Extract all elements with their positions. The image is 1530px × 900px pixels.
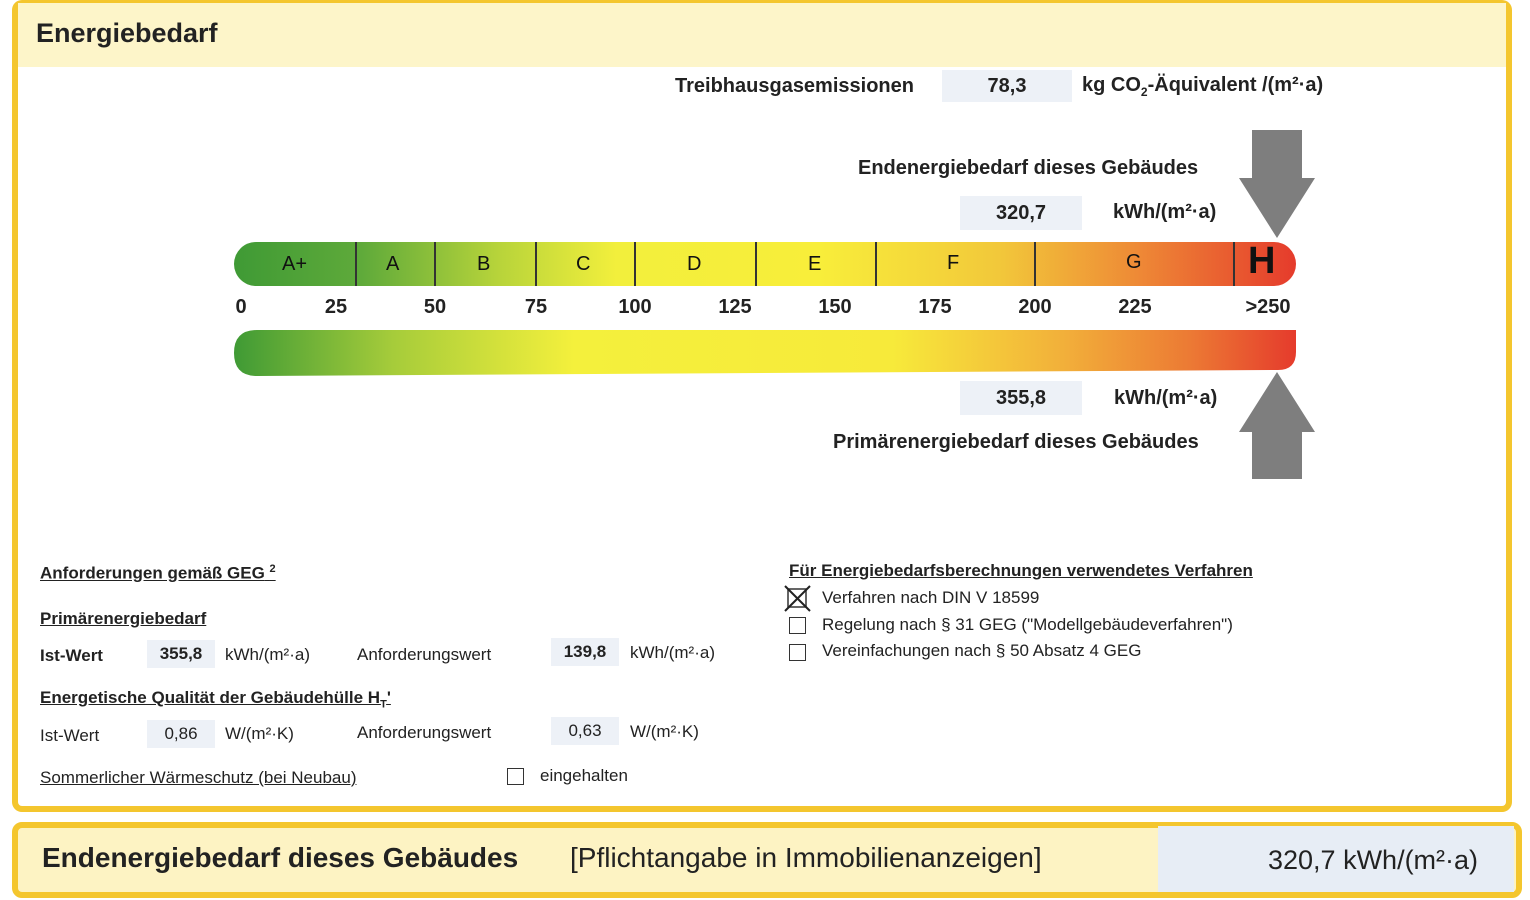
primary-energy-value: 355,8 — [960, 381, 1082, 415]
summer-protection-label: Sommerlicher Wärmeschutz (bei Neubau) — [40, 768, 357, 787]
class-divider — [434, 242, 436, 286]
class-label-h-active: H — [1248, 240, 1276, 282]
class-label-a: A — [386, 253, 400, 275]
method-option-din: Verfahren nach DIN V 18599 — [822, 588, 1040, 607]
class-label-f: F — [947, 252, 960, 274]
class-divider — [1233, 242, 1235, 286]
end-energy-unit: kWh/(m²·a) — [1113, 201, 1217, 223]
method-checkbox-vereinfachungen[interactable] — [789, 644, 806, 661]
class-label-aplus: A+ — [282, 253, 308, 275]
hull-quality-heading: Energetische Qualität der Gebäudehülle $H_T'$ — [40, 688, 391, 711]
class-divider — [1034, 242, 1036, 286]
method-heading: Für Energiebedarfsberechnungen verwendetes Verfahren — [789, 561, 1253, 580]
primary-demand-heading: Primärenergiebedarf — [40, 609, 207, 628]
primary-energy-unit: kWh/(m²·a) — [1114, 387, 1218, 409]
footer-value: 320,7 kWh/(m²·a) — [1268, 845, 1479, 875]
scale-tick-label: 175 — [918, 296, 952, 318]
primary-ist-value: 355,8 — [147, 640, 215, 668]
class-divider — [755, 242, 757, 286]
scale-tick-label: 200 — [1018, 296, 1052, 318]
method-checkbox-din-checked[interactable] — [784, 585, 812, 613]
footer-label: Endenergiebedarf dieses Gebäudes — [42, 842, 519, 873]
method-option-vereinfachungen: Vereinfachungen nach § 50 Absatz 4 GEG — [822, 641, 1142, 660]
scale-tick-label: 125 — [718, 296, 752, 318]
primary-ist-label: Ist-Wert — [40, 646, 103, 665]
scale-tick-label: 75 — [524, 296, 548, 318]
class-divider — [875, 242, 877, 286]
section-title: Energiebedarf — [36, 18, 218, 48]
scale-tick-label: >250 — [1245, 296, 1291, 318]
emissions-unit: kg $CO_2$-Äquivalent /(m²·a) — [1082, 74, 1324, 99]
summer-protection-checkbox[interactable] — [507, 768, 524, 785]
scale-tick-label: 50 — [423, 296, 447, 318]
end-energy-arrow-icon — [1238, 130, 1316, 240]
class-label-d: D — [687, 253, 702, 275]
primary-ist-unit: kWh/(m²·a) — [225, 645, 310, 664]
primary-energy-label: Primärenergiebedarf dieses Gebäudes — [833, 431, 1199, 453]
method-checkbox-regelung[interactable] — [789, 617, 806, 634]
header-band — [18, 3, 1506, 67]
emissions-label: Treibhausgasemissionen — [675, 75, 914, 97]
hull-anf-unit: W/(m²·K) — [630, 722, 699, 741]
scale-tick-label: 100 — [618, 296, 652, 318]
scale-tick-label: 0 — [235, 296, 247, 318]
primary-anf-unit: kWh/(m²·a) — [630, 643, 715, 662]
hull-ist-value: 0,86 — [147, 720, 215, 748]
hull-anf-label: Anforderungswert — [357, 723, 492, 742]
scale-tick-label: 150 — [818, 296, 852, 318]
class-label-b: B — [477, 253, 491, 275]
primary-anf-value: 139,8 — [551, 638, 619, 666]
summer-protection-check-label: eingehalten — [540, 766, 628, 785]
requirements-heading: Anforderungen gemäß GEG $^2$ — [40, 563, 276, 583]
scale-tick-label: 25 — [324, 296, 348, 318]
hull-anf-value: 0,63 — [551, 717, 619, 745]
class-divider — [355, 242, 357, 286]
class-label-c: C — [576, 253, 591, 275]
hull-ist-label: Ist-Wert — [40, 726, 100, 745]
primary-anf-label: Anforderungswert — [357, 645, 492, 664]
hull-ist-unit: W/(m²·K) — [225, 724, 294, 743]
end-energy-value: 320,7 — [960, 196, 1082, 230]
class-divider — [634, 242, 636, 286]
emissions-value: 78,3 — [942, 70, 1072, 102]
footer-note: [Pflichtangabe in Immobilienanzeigen] — [570, 842, 1042, 873]
class-label-e: E — [808, 253, 822, 275]
class-label-g: G — [1126, 251, 1142, 273]
primary-energy-arrow-icon — [1238, 372, 1316, 480]
end-energy-label: Endenergiebedarf dieses Gebäudes — [858, 157, 1199, 179]
method-option-regelung: Regelung nach § 31 GEG ("Modellgebäudeverfahren") — [822, 615, 1233, 634]
primary-energy-gradient-bar — [234, 330, 1296, 376]
class-divider — [535, 242, 537, 286]
scale-tick-label: 225 — [1118, 296, 1152, 318]
